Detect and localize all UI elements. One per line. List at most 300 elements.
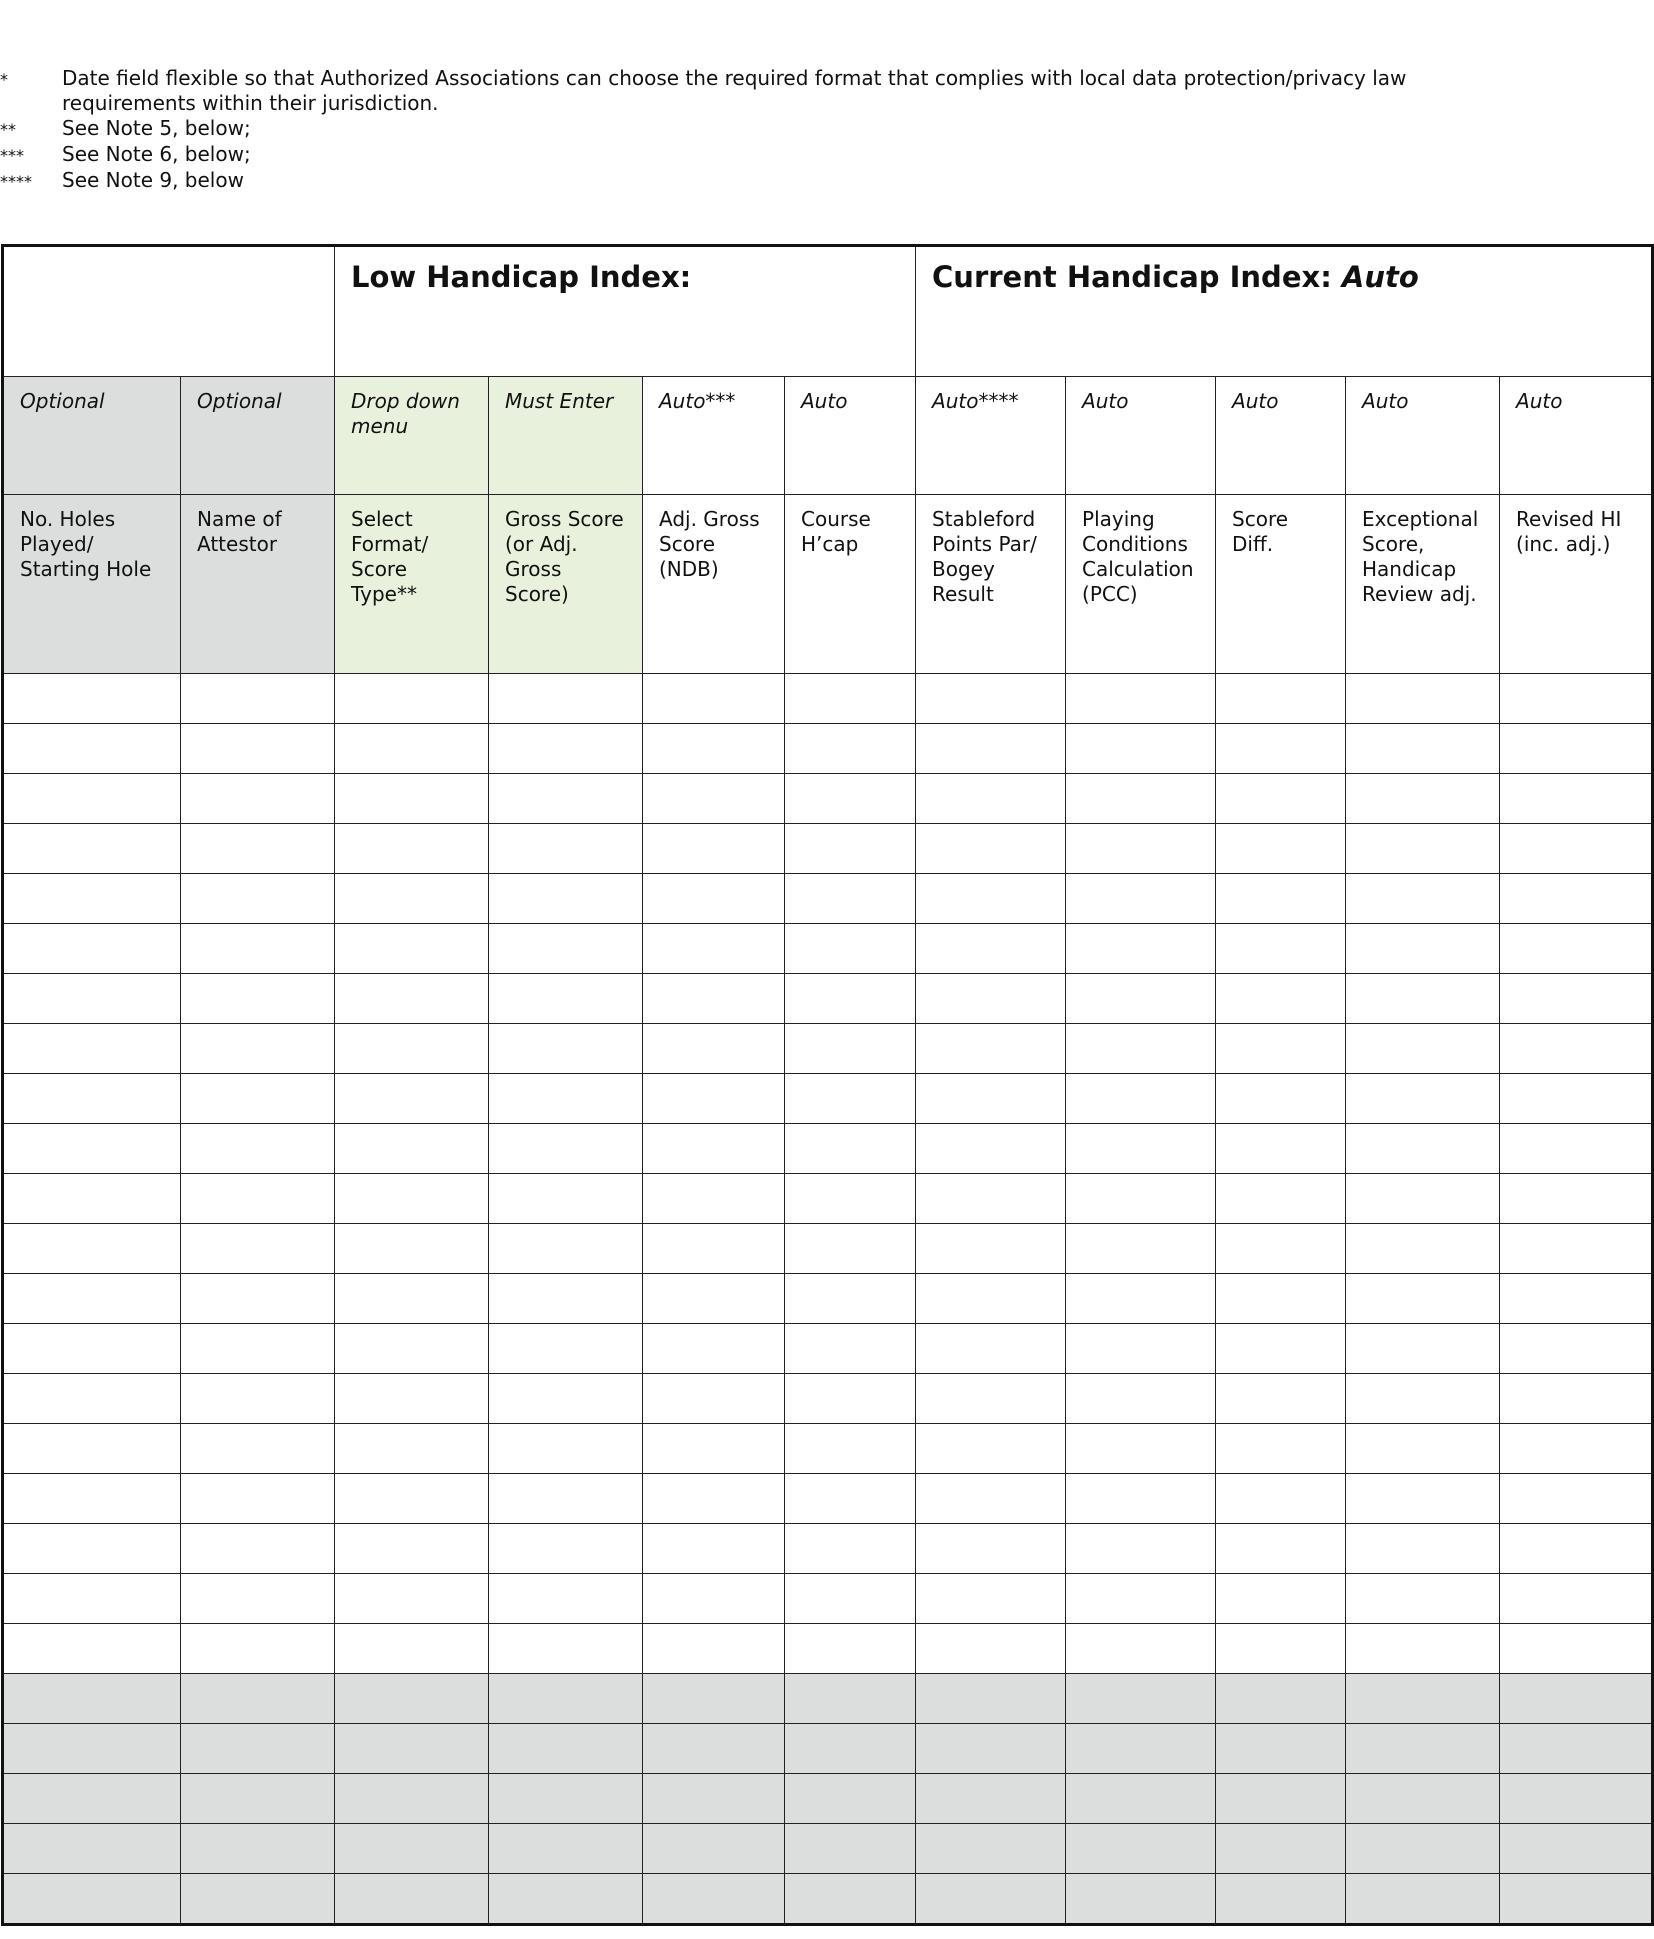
entry-cell[interactable] bbox=[1066, 824, 1216, 874]
entry-cell[interactable] bbox=[1216, 1174, 1346, 1224]
entry-cell[interactable] bbox=[1216, 1074, 1346, 1124]
entry-cell[interactable] bbox=[1500, 1874, 1653, 1925]
entry-cell[interactable] bbox=[1066, 1174, 1216, 1224]
entry-cell[interactable] bbox=[916, 774, 1066, 824]
footnote-4 bbox=[0, 168, 1500, 194]
entry-cell[interactable] bbox=[181, 1474, 335, 1524]
table-row bbox=[3, 724, 1653, 774]
entry-cell[interactable] bbox=[489, 1074, 643, 1124]
entry-cell[interactable] bbox=[785, 1224, 916, 1274]
entry-cell[interactable] bbox=[785, 1624, 916, 1674]
entry-cell[interactable] bbox=[1066, 1524, 1216, 1574]
entry-cell[interactable] bbox=[181, 1724, 335, 1774]
entry-cell[interactable] bbox=[1500, 1724, 1653, 1774]
entry-cell[interactable] bbox=[181, 1224, 335, 1274]
entry-cell[interactable] bbox=[335, 724, 489, 774]
column-header bbox=[785, 495, 916, 674]
entry-cell[interactable] bbox=[181, 1074, 335, 1124]
entry-cell[interactable] bbox=[643, 1274, 785, 1324]
entry-cell[interactable] bbox=[489, 774, 643, 824]
entry-cell[interactable] bbox=[643, 1374, 785, 1424]
entry-cell[interactable] bbox=[1066, 974, 1216, 1024]
entry-cell[interactable] bbox=[335, 1174, 489, 1224]
entry-cell[interactable] bbox=[489, 1624, 643, 1674]
entry-cell[interactable] bbox=[335, 1074, 489, 1124]
column-header-label: Course H’cap bbox=[801, 507, 871, 556]
entry-cell[interactable] bbox=[643, 1024, 785, 1074]
entry-cell[interactable] bbox=[181, 924, 335, 974]
entry-cell[interactable] bbox=[181, 1774, 335, 1824]
entry-cell[interactable] bbox=[1216, 1574, 1346, 1624]
entry-cell[interactable] bbox=[489, 1474, 643, 1524]
entry-cell[interactable] bbox=[335, 1324, 489, 1374]
entry-cell[interactable] bbox=[1066, 724, 1216, 774]
entry-cell[interactable] bbox=[3, 674, 181, 724]
entry-cell[interactable] bbox=[785, 1274, 916, 1324]
entry-cell[interactable] bbox=[785, 724, 916, 774]
entry-cell[interactable] bbox=[489, 1324, 643, 1374]
entry-cell[interactable] bbox=[181, 1124, 335, 1174]
entry-cell[interactable] bbox=[3, 724, 181, 774]
entry-cell[interactable] bbox=[1216, 1474, 1346, 1524]
entry-cell[interactable] bbox=[1066, 1674, 1216, 1724]
entry-cell[interactable] bbox=[3, 1574, 181, 1624]
entry-cell[interactable] bbox=[643, 1724, 785, 1774]
entry-cell[interactable] bbox=[785, 1874, 916, 1925]
entry-cell[interactable] bbox=[181, 1824, 335, 1874]
entry-cell[interactable] bbox=[1500, 824, 1653, 874]
entry-cell[interactable] bbox=[785, 1374, 916, 1424]
entry-cell[interactable] bbox=[3, 1274, 181, 1324]
entry-cell[interactable] bbox=[643, 1524, 785, 1574]
entry-cell[interactable] bbox=[489, 1024, 643, 1074]
entry-cell[interactable] bbox=[1500, 1674, 1653, 1724]
entry-cell[interactable] bbox=[916, 824, 1066, 874]
entry-cell[interactable] bbox=[1500, 924, 1653, 974]
entry-cell[interactable] bbox=[1066, 874, 1216, 924]
entry-cell[interactable] bbox=[335, 1674, 489, 1724]
entry-cell[interactable] bbox=[181, 1874, 335, 1925]
table-row bbox=[3, 1674, 1653, 1724]
entry-cell[interactable] bbox=[3, 1174, 181, 1224]
entry-cell[interactable] bbox=[3, 1424, 181, 1474]
entry-cell[interactable] bbox=[489, 674, 643, 724]
entry-cell[interactable] bbox=[489, 1674, 643, 1724]
entry-cell[interactable] bbox=[916, 974, 1066, 1024]
entry-cell[interactable] bbox=[1346, 1574, 1500, 1624]
entry-cell[interactable] bbox=[1216, 1824, 1346, 1874]
entry-cell[interactable] bbox=[785, 1024, 916, 1074]
entry-cell[interactable] bbox=[1346, 1224, 1500, 1274]
column-header bbox=[643, 495, 785, 674]
table-row bbox=[3, 924, 1653, 974]
entry-cell[interactable] bbox=[1066, 1824, 1216, 1874]
entry-cell[interactable] bbox=[1216, 974, 1346, 1024]
entry-cell[interactable] bbox=[1216, 1624, 1346, 1674]
entry-cell[interactable] bbox=[1500, 1824, 1653, 1874]
entry-cell[interactable] bbox=[1500, 774, 1653, 824]
entry-cell[interactable] bbox=[1500, 1624, 1653, 1674]
entry-cell[interactable] bbox=[785, 1674, 916, 1724]
entry-cell[interactable] bbox=[1216, 674, 1346, 724]
entry-cell[interactable] bbox=[1500, 724, 1653, 774]
entry-cell[interactable] bbox=[3, 1724, 181, 1774]
entry-cell[interactable] bbox=[1216, 1324, 1346, 1374]
entry-cell[interactable] bbox=[1066, 1024, 1216, 1074]
entry-cell[interactable] bbox=[181, 774, 335, 824]
entry-cell[interactable] bbox=[1066, 1074, 1216, 1124]
column-header bbox=[3, 495, 181, 674]
entry-cell[interactable] bbox=[489, 1424, 643, 1474]
table-row bbox=[3, 1824, 1653, 1874]
entry-cell[interactable] bbox=[3, 1524, 181, 1574]
hint-cell bbox=[181, 377, 335, 495]
entry-cell[interactable] bbox=[916, 1524, 1066, 1574]
hint-text: Auto bbox=[801, 389, 848, 413]
entry-cell[interactable] bbox=[785, 924, 916, 974]
entry-cell[interactable] bbox=[643, 724, 785, 774]
entry-cell[interactable] bbox=[335, 1424, 489, 1474]
entry-cell[interactable] bbox=[3, 1374, 181, 1424]
entry-cell[interactable] bbox=[916, 1124, 1066, 1174]
current-handicap-index-label: Current Handicap Index: bbox=[932, 260, 1332, 294]
entry-cell[interactable] bbox=[1346, 1074, 1500, 1124]
entry-cell[interactable] bbox=[785, 1424, 916, 1474]
entry-cell[interactable] bbox=[3, 1624, 181, 1674]
entry-cell[interactable] bbox=[643, 1324, 785, 1374]
entry-cell[interactable] bbox=[643, 1774, 785, 1824]
entry-cell[interactable] bbox=[335, 774, 489, 824]
entry-cell[interactable] bbox=[1346, 1424, 1500, 1474]
entry-cell[interactable] bbox=[335, 874, 489, 924]
hint-text: Optional bbox=[20, 389, 105, 413]
entry-cell[interactable] bbox=[1216, 1374, 1346, 1424]
entry-cell[interactable] bbox=[1346, 1174, 1500, 1224]
entry-cell[interactable] bbox=[643, 824, 785, 874]
entry-cell[interactable] bbox=[335, 1274, 489, 1324]
entry-cell[interactable] bbox=[1066, 1274, 1216, 1324]
entry-cell[interactable] bbox=[3, 1324, 181, 1374]
entry-cell[interactable] bbox=[335, 1824, 489, 1874]
entry-cell[interactable] bbox=[1066, 1774, 1216, 1824]
entry-cell[interactable] bbox=[3, 1074, 181, 1124]
entry-cell[interactable] bbox=[181, 1524, 335, 1574]
entry-cell[interactable] bbox=[181, 1024, 335, 1074]
entry-cell[interactable] bbox=[181, 874, 335, 924]
entry-cell[interactable] bbox=[181, 724, 335, 774]
entry-cell[interactable] bbox=[916, 924, 1066, 974]
entry-cell[interactable] bbox=[181, 1624, 335, 1674]
entry-cell[interactable] bbox=[1216, 1124, 1346, 1174]
entry-cell[interactable] bbox=[335, 924, 489, 974]
entry-cell[interactable] bbox=[916, 674, 1066, 724]
entry-cell[interactable] bbox=[1346, 824, 1500, 874]
entry-cell[interactable] bbox=[335, 674, 489, 724]
entry-cell[interactable] bbox=[1216, 1774, 1346, 1824]
entry-cell[interactable] bbox=[3, 974, 181, 1024]
entry-cell[interactable] bbox=[916, 1824, 1066, 1874]
entry-cell[interactable] bbox=[1066, 674, 1216, 724]
entry-cell[interactable] bbox=[489, 1724, 643, 1774]
entry-cell[interactable] bbox=[1066, 1424, 1216, 1474]
entry-cell[interactable] bbox=[1216, 1874, 1346, 1925]
entry-cell[interactable] bbox=[916, 1874, 1066, 1925]
entry-cell[interactable] bbox=[181, 824, 335, 874]
column-header-label: Stableford Points Par/ Bogey Result bbox=[932, 507, 1037, 606]
entry-cell[interactable] bbox=[181, 674, 335, 724]
entry-cell[interactable] bbox=[489, 1524, 643, 1574]
entry-cell[interactable] bbox=[1500, 874, 1653, 924]
entry-cell[interactable] bbox=[1346, 1024, 1500, 1074]
entry-cell[interactable] bbox=[785, 1574, 916, 1624]
entry-cell[interactable] bbox=[335, 974, 489, 1024]
entry-cell[interactable] bbox=[785, 1724, 916, 1774]
entry-cell[interactable] bbox=[489, 1574, 643, 1624]
entry-cell[interactable] bbox=[181, 1274, 335, 1324]
entry-cell[interactable] bbox=[1216, 774, 1346, 824]
entry-cell[interactable] bbox=[785, 1774, 916, 1824]
entry-cell[interactable] bbox=[489, 1274, 643, 1324]
entry-cell[interactable] bbox=[1216, 1524, 1346, 1574]
entry-cell[interactable] bbox=[643, 674, 785, 724]
entry-cell[interactable] bbox=[643, 1824, 785, 1874]
entry-cell[interactable] bbox=[3, 1224, 181, 1274]
entry-cell[interactable] bbox=[335, 1524, 489, 1574]
entry-cell[interactable] bbox=[643, 1624, 785, 1674]
entry-cell[interactable] bbox=[643, 1474, 785, 1524]
entry-cell[interactable] bbox=[335, 824, 489, 874]
entry-cell[interactable] bbox=[916, 1374, 1066, 1424]
entry-cell[interactable] bbox=[1500, 1274, 1653, 1324]
entry-cell[interactable] bbox=[1066, 1874, 1216, 1925]
entry-cell[interactable] bbox=[181, 1374, 335, 1424]
entry-cell[interactable] bbox=[643, 1174, 785, 1224]
entry-cell[interactable] bbox=[643, 1424, 785, 1474]
entry-cell[interactable] bbox=[785, 674, 916, 724]
entry-cell[interactable] bbox=[1066, 1474, 1216, 1524]
entry-cell[interactable] bbox=[1346, 774, 1500, 824]
entry-cell[interactable] bbox=[1346, 1524, 1500, 1574]
entry-cell[interactable] bbox=[1066, 1224, 1216, 1274]
column-header bbox=[1500, 495, 1653, 674]
entry-cell[interactable] bbox=[1346, 1124, 1500, 1174]
entry-cell[interactable] bbox=[1500, 1524, 1653, 1574]
entry-cell[interactable] bbox=[1346, 1624, 1500, 1674]
entry-cell[interactable] bbox=[1066, 1624, 1216, 1674]
entry-cell[interactable] bbox=[916, 1474, 1066, 1524]
entry-cell[interactable] bbox=[489, 1374, 643, 1424]
entry-cell[interactable] bbox=[335, 1474, 489, 1524]
entry-cell[interactable] bbox=[3, 1024, 181, 1074]
entry-cell[interactable] bbox=[3, 774, 181, 824]
entry-cell[interactable] bbox=[643, 1074, 785, 1124]
entry-cell[interactable] bbox=[643, 1674, 785, 1724]
entry-cell[interactable] bbox=[3, 824, 181, 874]
entry-cell[interactable] bbox=[916, 1724, 1066, 1774]
hint-cell bbox=[1346, 377, 1500, 495]
entry-cell[interactable] bbox=[643, 1224, 785, 1274]
entry-cell[interactable] bbox=[1066, 1724, 1216, 1774]
entry-cell[interactable] bbox=[1500, 1374, 1653, 1424]
entry-cell[interactable] bbox=[1500, 1474, 1653, 1524]
table-row bbox=[3, 1374, 1653, 1424]
entry-cell[interactable] bbox=[785, 774, 916, 824]
entry-cell[interactable] bbox=[916, 1624, 1066, 1674]
entry-cell[interactable] bbox=[489, 924, 643, 974]
entry-cell[interactable] bbox=[1500, 1074, 1653, 1124]
hint-text: Auto*** bbox=[659, 389, 736, 413]
entry-cell[interactable] bbox=[916, 1324, 1066, 1374]
entry-cell[interactable] bbox=[489, 1874, 643, 1925]
entry-cell[interactable] bbox=[1500, 1174, 1653, 1224]
entry-cell[interactable] bbox=[1216, 1274, 1346, 1324]
entry-cell[interactable] bbox=[335, 1124, 489, 1174]
entry-cell[interactable] bbox=[916, 1024, 1066, 1074]
entry-cell[interactable] bbox=[1500, 1324, 1653, 1374]
hint-row bbox=[3, 377, 1653, 495]
entry-cell[interactable] bbox=[489, 724, 643, 774]
entry-cell[interactable] bbox=[1346, 1724, 1500, 1774]
entry-cell[interactable] bbox=[1216, 1674, 1346, 1724]
entry-cell[interactable] bbox=[1500, 1124, 1653, 1174]
entry-cell[interactable] bbox=[489, 1824, 643, 1874]
entry-cell[interactable] bbox=[335, 1624, 489, 1674]
entry-cell[interactable] bbox=[916, 1424, 1066, 1474]
entry-cell[interactable] bbox=[1066, 774, 1216, 824]
entry-cell[interactable] bbox=[489, 874, 643, 924]
entry-cell[interactable] bbox=[181, 1174, 335, 1224]
entry-cell[interactable] bbox=[1346, 1674, 1500, 1724]
entry-cell[interactable] bbox=[785, 1074, 916, 1124]
entry-cell[interactable] bbox=[643, 924, 785, 974]
entry-cell[interactable] bbox=[785, 1824, 916, 1874]
entry-cell[interactable] bbox=[643, 1874, 785, 1925]
entry-cell[interactable] bbox=[335, 1574, 489, 1624]
entry-cell[interactable] bbox=[916, 1174, 1066, 1224]
entry-cell[interactable] bbox=[335, 1024, 489, 1074]
entry-cell[interactable] bbox=[1500, 1024, 1653, 1074]
entry-cell[interactable] bbox=[335, 1224, 489, 1274]
entry-cell[interactable] bbox=[181, 1424, 335, 1474]
entry-cell[interactable] bbox=[489, 974, 643, 1024]
entry-cell[interactable] bbox=[1216, 1724, 1346, 1774]
entry-cell[interactable] bbox=[916, 1074, 1066, 1124]
entry-cell[interactable] bbox=[1346, 724, 1500, 774]
entry-cell[interactable] bbox=[785, 1124, 916, 1174]
entry-cell[interactable] bbox=[1066, 1574, 1216, 1624]
entry-cell[interactable] bbox=[1216, 924, 1346, 974]
entry-cell[interactable] bbox=[1346, 1824, 1500, 1874]
entry-cell[interactable] bbox=[1500, 1574, 1653, 1624]
entry-cell[interactable] bbox=[916, 1274, 1066, 1324]
entry-cell[interactable] bbox=[1066, 924, 1216, 974]
entry-cell[interactable] bbox=[1216, 1224, 1346, 1274]
entry-cell[interactable] bbox=[1346, 924, 1500, 974]
entry-cell[interactable] bbox=[643, 1124, 785, 1174]
entry-cell[interactable] bbox=[335, 1724, 489, 1774]
entry-cell[interactable] bbox=[489, 1774, 643, 1824]
entry-cell[interactable] bbox=[785, 974, 916, 1024]
entry-cell[interactable] bbox=[916, 1574, 1066, 1624]
entry-cell[interactable] bbox=[335, 1874, 489, 1925]
entry-cell[interactable] bbox=[785, 874, 916, 924]
entry-cell[interactable] bbox=[335, 1774, 489, 1824]
entry-cell[interactable] bbox=[181, 974, 335, 1024]
entry-cell[interactable] bbox=[643, 1574, 785, 1624]
entry-cell[interactable] bbox=[489, 1224, 643, 1274]
entry-cell[interactable] bbox=[1216, 824, 1346, 874]
entry-cell[interactable] bbox=[335, 1374, 489, 1424]
entry-cell[interactable] bbox=[489, 1174, 643, 1224]
entry-cell[interactable] bbox=[1346, 1774, 1500, 1824]
entry-cell[interactable] bbox=[489, 1124, 643, 1174]
entry-cell[interactable] bbox=[1216, 1024, 1346, 1074]
entry-cell[interactable] bbox=[1500, 1774, 1653, 1824]
entry-cell[interactable] bbox=[1500, 1424, 1653, 1474]
entry-cell[interactable] bbox=[643, 874, 785, 924]
entry-cell[interactable] bbox=[3, 1874, 181, 1925]
hint-cell bbox=[3, 377, 181, 495]
entry-cell[interactable] bbox=[1346, 1474, 1500, 1524]
entry-cell[interactable] bbox=[1346, 1374, 1500, 1424]
entry-cell[interactable] bbox=[785, 1324, 916, 1374]
entry-cell[interactable] bbox=[1066, 1374, 1216, 1424]
entry-cell[interactable] bbox=[1346, 674, 1500, 724]
table-row bbox=[3, 1024, 1653, 1074]
hint-text: Drop down menu bbox=[351, 389, 460, 438]
entry-cell[interactable] bbox=[1346, 1274, 1500, 1324]
entry-cell[interactable] bbox=[1346, 1324, 1500, 1374]
entry-cell[interactable] bbox=[643, 774, 785, 824]
entry-cell[interactable] bbox=[489, 824, 643, 874]
entry-cell[interactable] bbox=[3, 1474, 181, 1524]
entry-cell[interactable] bbox=[1500, 674, 1653, 724]
entry-cell[interactable] bbox=[643, 974, 785, 1024]
entry-cell[interactable] bbox=[916, 724, 1066, 774]
entry-cell[interactable] bbox=[1346, 874, 1500, 924]
entry-cell[interactable] bbox=[181, 1674, 335, 1724]
entry-cell[interactable] bbox=[1216, 874, 1346, 924]
entry-cell[interactable] bbox=[1066, 1124, 1216, 1174]
header-row bbox=[3, 495, 1653, 674]
entry-cell[interactable] bbox=[1216, 724, 1346, 774]
entry-cell[interactable] bbox=[1346, 1874, 1500, 1925]
entry-cell[interactable] bbox=[181, 1324, 335, 1374]
entry-cell[interactable] bbox=[3, 1124, 181, 1174]
entry-cell[interactable] bbox=[3, 874, 181, 924]
entry-cell[interactable] bbox=[916, 874, 1066, 924]
entry-cell[interactable] bbox=[785, 1174, 916, 1224]
entry-cell[interactable] bbox=[916, 1774, 1066, 1824]
entry-cell[interactable] bbox=[1066, 1324, 1216, 1374]
entry-cell[interactable] bbox=[181, 1574, 335, 1624]
entry-cell[interactable] bbox=[785, 1524, 916, 1574]
entry-cell[interactable] bbox=[785, 824, 916, 874]
entry-cell[interactable] bbox=[3, 1824, 181, 1874]
entry-cell[interactable] bbox=[1346, 974, 1500, 1024]
entry-cell[interactable] bbox=[1500, 974, 1653, 1024]
entry-cell[interactable] bbox=[1500, 1224, 1653, 1274]
footnote-text: See Note 5, below; bbox=[62, 116, 251, 140]
entry-cell[interactable] bbox=[3, 1674, 181, 1724]
hint-cell bbox=[335, 377, 489, 495]
entry-cell[interactable] bbox=[3, 1774, 181, 1824]
entry-cell[interactable] bbox=[3, 924, 181, 974]
entry-cell[interactable] bbox=[916, 1224, 1066, 1274]
entry-cell[interactable] bbox=[1216, 1424, 1346, 1474]
entry-cell[interactable] bbox=[785, 1474, 916, 1524]
entry-cell[interactable] bbox=[916, 1674, 1066, 1724]
